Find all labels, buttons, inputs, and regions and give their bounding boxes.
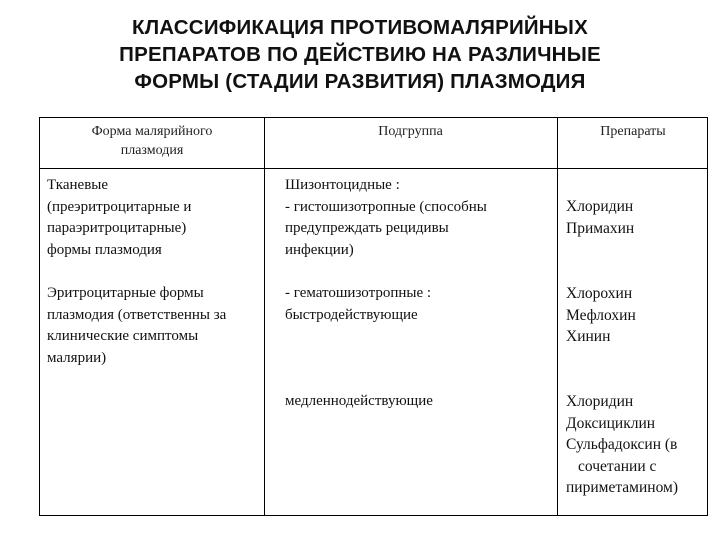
row-1-subgroup bbox=[285, 175, 487, 261]
text-line: быстродействующие bbox=[285, 306, 418, 323]
text-line: медленнодействующие bbox=[285, 393, 433, 409]
text-line: клинические симптомы bbox=[47, 328, 199, 344]
title-line-2: ПРЕПАРАТОВ ПО ДЕЙСТВИЮ НА РАЗЛИЧНЫЕ bbox=[119, 43, 601, 66]
column-divider-2 bbox=[557, 118, 558, 515]
drug-name: Хинин bbox=[566, 328, 611, 345]
text-line: параэритроцитарные) bbox=[47, 220, 187, 236]
drug-name: Сульфадоксин (в bbox=[566, 436, 678, 453]
drug-name: Хлорохин bbox=[566, 285, 633, 302]
header-form-line-2: плазмодия bbox=[120, 143, 184, 158]
drug-name: Хлоридин bbox=[566, 393, 634, 410]
row-3-subgroup bbox=[285, 391, 433, 413]
row-1-drugs bbox=[566, 196, 634, 239]
drug-name: Мефлохин bbox=[566, 306, 636, 324]
text-line: Эритроцитарные формы bbox=[47, 285, 204, 301]
drug-name: сочетании с bbox=[578, 457, 657, 475]
title-line-1: КЛАССИФИКАЦИЯ ПРОТИВОМАЛЯРИЙНЫХ bbox=[132, 16, 588, 39]
row-2-subgroup bbox=[285, 283, 431, 326]
header-subgroup: Подгруппа bbox=[378, 124, 443, 139]
text-line: плазмодия (ответственны за bbox=[47, 306, 227, 323]
row-3-drugs bbox=[566, 391, 678, 499]
header-form-line-1: Форма малярийного bbox=[91, 124, 213, 139]
text-line: Шизонтоцидные : bbox=[285, 177, 400, 193]
row-1-form bbox=[47, 175, 191, 261]
classification-table bbox=[39, 117, 708, 516]
text-line: предупреждать рецидивы bbox=[285, 220, 449, 236]
text-line: (преэритроцитарные и bbox=[47, 198, 192, 215]
drug-name: Доксициклин bbox=[566, 414, 656, 432]
text-line: Тканевые bbox=[47, 177, 109, 193]
header-form bbox=[40, 122, 264, 160]
row-2-form bbox=[47, 283, 226, 369]
text-line: формы плазмодия bbox=[47, 241, 162, 258]
drug-name: Примахин bbox=[566, 219, 635, 237]
header-drugs: Препараты bbox=[600, 124, 666, 139]
text-line: - гистошизотропные (способны bbox=[285, 198, 487, 215]
row-2-drugs bbox=[566, 283, 636, 348]
header-divider bbox=[40, 168, 707, 169]
title-line-3: ФОРМЫ (СТАДИИ РАЗВИТИЯ) ПЛАЗМОДИЯ bbox=[134, 70, 586, 93]
text-line: малярии) bbox=[47, 349, 107, 366]
text-line: инфекции) bbox=[285, 241, 354, 258]
text-line: - гематошизотропные : bbox=[285, 285, 432, 301]
drug-name: пириметамином) bbox=[566, 479, 678, 496]
column-divider-1 bbox=[264, 118, 265, 515]
page-title bbox=[40, 14, 680, 95]
drug-name: Хлоридин bbox=[566, 198, 634, 215]
